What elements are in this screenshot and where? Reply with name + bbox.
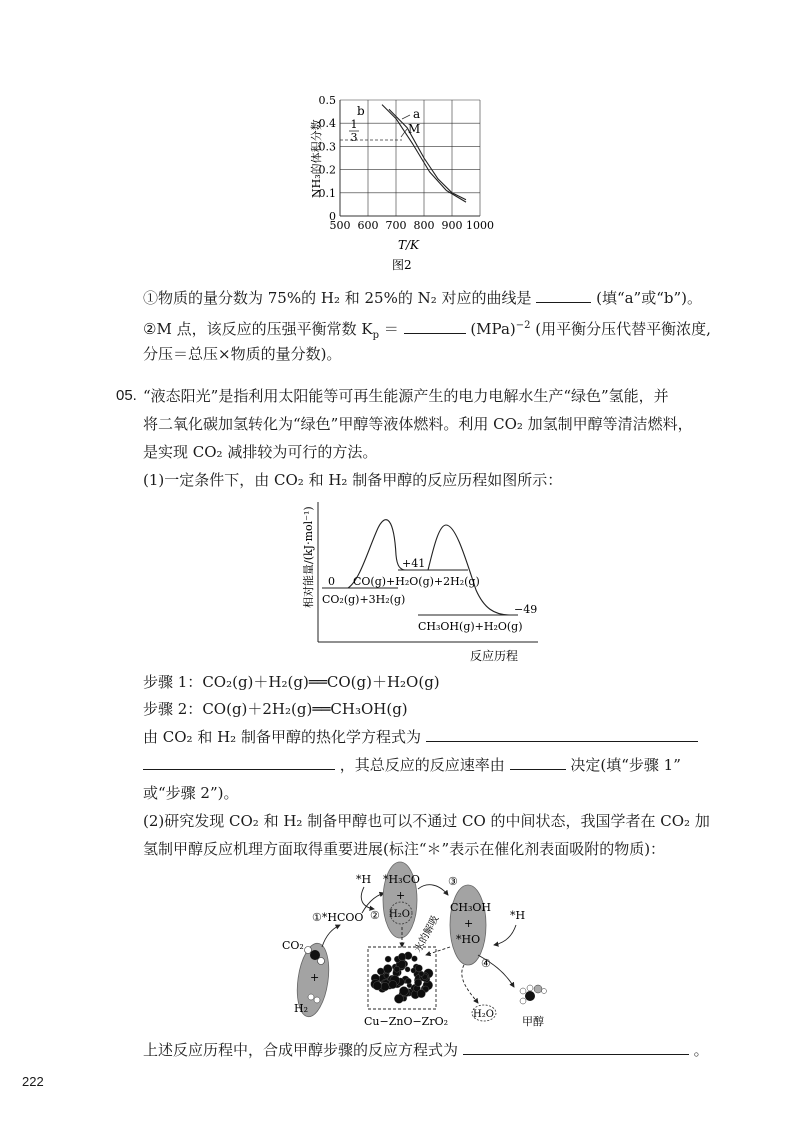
final-question: 上述反应历程中，合成甲醇步骤的反应方程式为 xyxy=(143,1041,459,1059)
catalyst-particle xyxy=(373,982,382,991)
x-tick-label: 800 xyxy=(413,219,435,232)
fig2-ylabel: NH₃的体积分数 xyxy=(310,119,323,198)
methanol-h-icon-3 xyxy=(527,985,533,991)
level-products-label: CH₃OH(g)+H₂O(g) xyxy=(418,620,523,633)
y-tick-label: 0.5 xyxy=(318,94,336,107)
x-tick-label: 900 xyxy=(441,219,463,232)
step1-label: 步骤 1： xyxy=(143,673,203,691)
arrow-step1 xyxy=(322,925,340,947)
h2-atom-icon xyxy=(308,994,314,1000)
catalyst-particle xyxy=(377,968,384,975)
q05-rate-hint-cont: 或“步骤 2”)。 xyxy=(143,784,239,802)
methanol-molecule-icon xyxy=(525,991,535,1001)
q04-line1 xyxy=(143,288,702,308)
level-intermediate-label: CO(g)+H₂O(g)+2H₂(g) xyxy=(353,575,480,588)
q05-para-3: 是实现 CO₂ 减排较为可行的方法。 xyxy=(143,443,378,461)
step2-line xyxy=(143,699,408,719)
mech-step1: ①*HCOO xyxy=(312,911,364,924)
q04-line2-unit: (MPa) xyxy=(470,320,516,338)
q04-line2 xyxy=(143,316,711,346)
fig2-caption: 图2 xyxy=(392,258,412,272)
arrow-h-star-2 xyxy=(494,925,516,945)
mech-h-star-1: *H xyxy=(356,873,372,886)
mech-h-star-2: *H xyxy=(510,909,526,922)
y-tick-label: 0 xyxy=(329,210,336,223)
answer-blank-curve[interactable] xyxy=(536,288,591,303)
q05-para-2: 将二氧化碳加氢转化为“绿色”甲醇等液体燃料。利用 CO₂ 加氢制甲醇等清洁燃料， xyxy=(143,415,693,433)
mech-ho: *HO xyxy=(456,933,481,946)
mech-step4: ④ xyxy=(481,957,491,970)
q05-number: 05. xyxy=(116,387,137,404)
mech-plus-3: + xyxy=(464,917,474,930)
q05-thermo-line xyxy=(143,727,698,747)
q04-line1-text: ①物质的量分数为 75%的 H₂ 和 25%的 N₂ 对应的曲线是 xyxy=(143,289,532,307)
label-a-leader xyxy=(402,115,410,119)
arrow-to-h2o xyxy=(462,965,478,1003)
fig2-xlabel: T/K xyxy=(398,238,420,252)
catalyst-cluster-icon xyxy=(371,952,433,1004)
energy-zero-label: 0 xyxy=(328,575,335,588)
mech-plus-1: + xyxy=(310,971,320,984)
answer-blank-synthesis[interactable] xyxy=(463,1040,689,1055)
catalyst-particle xyxy=(412,956,418,962)
frac-den: 3 xyxy=(350,131,358,144)
catalyst-particle xyxy=(417,989,425,997)
mech-h3co: *H₃CO xyxy=(383,873,420,886)
x-tick-label: 600 xyxy=(357,219,379,232)
catalyst-particle xyxy=(399,987,408,996)
mech-step3: ③ xyxy=(448,875,458,888)
mech-methanol: 甲醇 xyxy=(522,1015,544,1028)
step1-equation: CO₂(g)＋H₂(g)══CO(g)＋H₂O(g) xyxy=(202,673,440,691)
co2-oxygen-icon-2 xyxy=(318,958,325,965)
catalyst-particle xyxy=(384,973,389,978)
co2-oxygen-icon xyxy=(305,947,312,954)
arrow-h-star-1 xyxy=(361,887,374,909)
methanol-h-icon xyxy=(520,988,526,994)
mech-ch3oh: CH₃OH xyxy=(450,901,492,914)
q04-line2-text: ②M 点，该反应的压强平衡常数 K xyxy=(143,320,373,338)
mech-catalyst: Cu−ZnO−ZrO₂ xyxy=(364,1015,449,1028)
catalyst-particle xyxy=(389,981,397,989)
answer-blank-thermo-equation[interactable] xyxy=(426,727,698,742)
x-tick-label: 1000 xyxy=(466,219,494,232)
energy-xlabel: 反应历程 xyxy=(470,649,519,663)
methanol-h-icon-4 xyxy=(542,989,547,994)
catalyst-particle xyxy=(385,956,391,962)
catalyst-particle xyxy=(405,978,411,984)
catalyst-particle xyxy=(398,953,406,961)
catalyst-particle xyxy=(414,979,421,986)
thermo-question: 由 CO₂ 和 H₂ 制备甲醇的热化学方程式为 xyxy=(143,728,421,746)
catalyst-particle xyxy=(394,966,400,972)
energy-profile-diagram xyxy=(298,500,548,665)
catalyst-particle xyxy=(415,965,422,972)
x-tick-label: 500 xyxy=(329,219,351,232)
step2-label: 步骤 2： xyxy=(143,700,203,718)
arrow-step3 xyxy=(418,885,448,895)
y-tick-label: 0.4 xyxy=(318,117,336,131)
rate-question: ，其总反应的反应速率由 xyxy=(339,756,505,774)
catalyst-particle xyxy=(419,971,424,976)
kp-subscript: p xyxy=(372,330,379,341)
q05-sub2-line2: 氢制甲醇反应机理方面取得重要进展(标注“＊”表示在催化剂表面吸附的物质)： xyxy=(143,840,666,858)
label-b: b xyxy=(357,104,365,118)
q05-rate-line xyxy=(143,755,681,775)
energy-minus49-label: −49 xyxy=(514,603,538,616)
q05-sub2-line1: (2)研究发现 CO₂ 和 H₂ 制备甲醇也可以不通过 CO 的中间状态，我国学者在 CO₂ 加 xyxy=(143,812,710,830)
energy-ylabel: 相对能量/(kJ·mol⁻¹) xyxy=(302,506,315,608)
final-question-line xyxy=(143,1040,709,1060)
chart-ticks xyxy=(319,94,495,232)
mech-h2: H₂ xyxy=(294,1002,309,1015)
mech-step2: ② xyxy=(370,909,380,922)
energy-plus41-label: +41 xyxy=(402,557,426,570)
label-M: M xyxy=(408,122,421,136)
answer-blank-rate-step[interactable] xyxy=(510,755,566,770)
mech-h2o-bottom: H₂O xyxy=(473,1009,494,1020)
mech-h2o-circle: H₂O xyxy=(389,909,410,920)
q04-line3: 分压＝总压×物质的量分数)。 xyxy=(143,345,342,363)
x-tick-label: 700 xyxy=(385,219,407,232)
step1-line xyxy=(143,672,440,692)
unit-superscript: −2 xyxy=(515,320,531,331)
catalyst-particle xyxy=(394,994,403,1003)
catalyst-particle xyxy=(405,967,410,972)
methanol-o-icon xyxy=(534,985,542,993)
arrow-desorb-2 xyxy=(426,947,450,955)
q05-para-1: “液态阳光”是指利用太阳能等可再生能源产生的电力电解水生产“绿色”氢能，并 xyxy=(143,387,669,405)
mech-plus-2: + xyxy=(396,889,406,902)
q05-sub1: (1)一定条件下，由 CO₂ 和 H₂ 制备甲醇的反应历程如图所示： xyxy=(143,471,563,489)
q04-line2-eq: ＝ xyxy=(383,320,399,338)
catalyst-particle xyxy=(381,982,390,991)
step2-equation: CO(g)＋2H₂(g)══CH₃OH(g) xyxy=(202,700,408,718)
y-tick-label: 0.3 xyxy=(318,140,336,154)
y-tick-label: 0.1 xyxy=(318,186,336,200)
mech-co2: CO₂ xyxy=(282,939,304,952)
h2-atom-icon-2 xyxy=(314,997,320,1003)
frac-num: 1 xyxy=(350,118,358,131)
mechanism-diagram xyxy=(278,855,578,1035)
label-a: a xyxy=(413,107,421,121)
answer-blank-thermo-equation-cont[interactable] xyxy=(143,755,335,770)
level-reactants-label: CO₂(g)+3H₂(g) xyxy=(322,593,406,606)
series-a-line xyxy=(389,109,466,200)
page-number: 222 xyxy=(22,1074,44,1089)
methanol-h-icon-2 xyxy=(520,998,526,1004)
catalyst-particle xyxy=(383,964,392,973)
mech-desorb: 水的解吸 xyxy=(412,913,442,955)
answer-blank-kp[interactable] xyxy=(404,319,466,334)
final-period: 。 xyxy=(693,1041,709,1059)
y-tick-label: 0.2 xyxy=(318,163,336,177)
figure2-chart xyxy=(300,92,500,282)
rate-hint: 决定(填“步骤 1” xyxy=(570,756,681,774)
q04-line1-hint: (填“a”或“b”)。 xyxy=(596,289,703,307)
q04-line2-hint: (用平衡分压代替平衡浓度, xyxy=(535,320,711,338)
